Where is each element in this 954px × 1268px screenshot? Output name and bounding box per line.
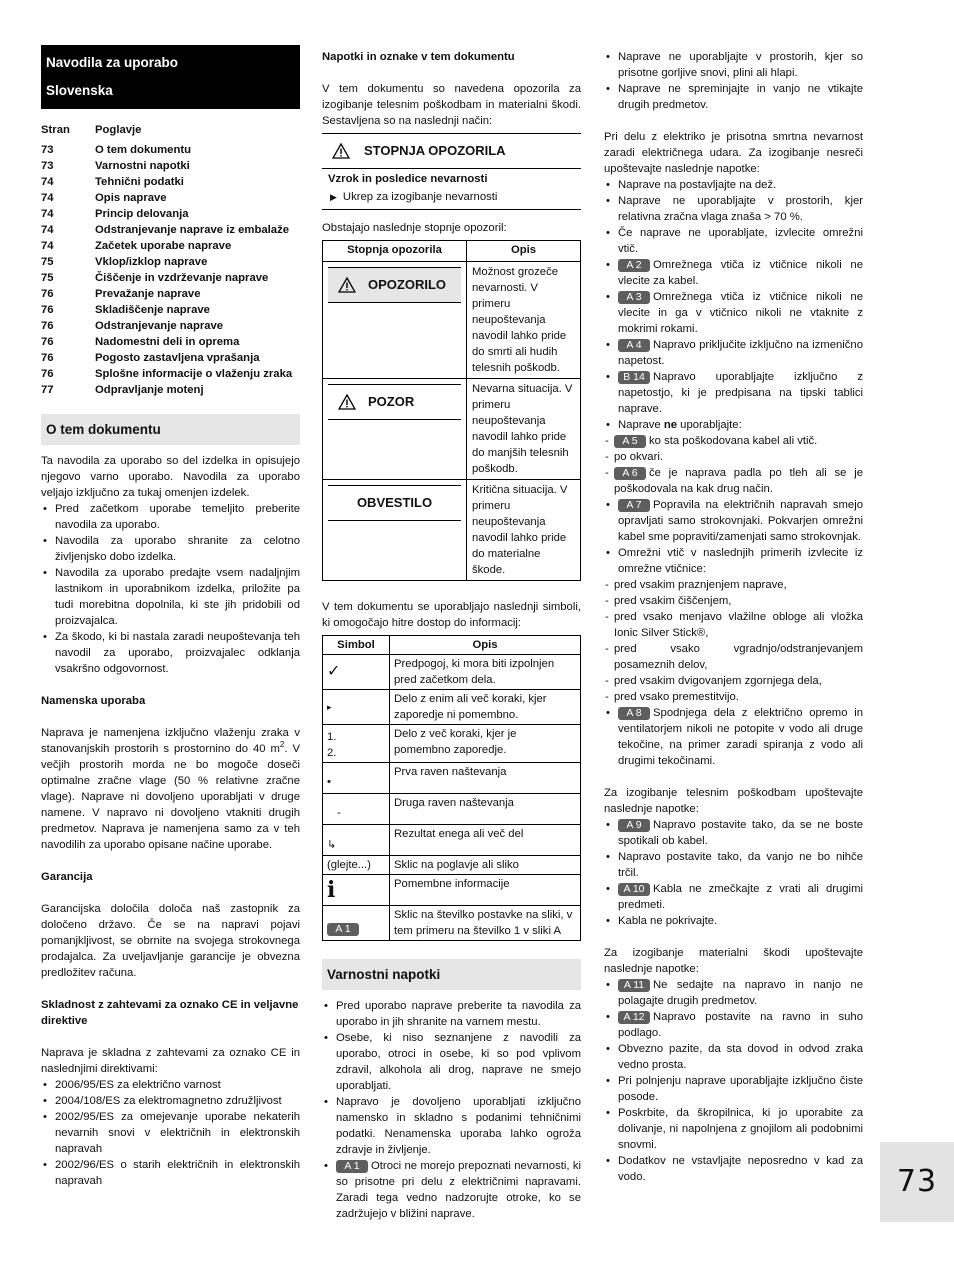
toc-row	[41, 350, 300, 366]
list-item: - pred vsako premestitvijo.	[595, 689, 863, 705]
warning-triangle-icon	[338, 277, 356, 293]
toc-chapter: O tem dokumentu	[95, 144, 192, 156]
list-item: • A 4 Napravo priključite izključno na izmenično napetost.	[604, 337, 863, 369]
ce-heading: Skladnost z zahtevami za oznako CE in veljavne direktive	[41, 999, 299, 1027]
list-item: • A 9 Napravo postavite tako, da se ne boste spotikali ob kabel.	[604, 817, 863, 849]
intended-use-heading: Namenska uporaba	[41, 695, 146, 707]
toc-row	[41, 174, 300, 190]
toc-row	[41, 238, 300, 254]
safety-bullets-a1	[322, 1158, 581, 1222]
position-badge: A 1	[327, 923, 359, 936]
warning-avoid-row	[322, 189, 581, 209]
position-badge: A 5	[614, 435, 646, 448]
list-item: • Naprave ne uporabljajte v prostorih, kjer so prisotne gorljive snovi, plini ali hlapi.	[604, 49, 863, 81]
toc-chapter: Odpravljanje motenj	[95, 384, 204, 396]
list-item: • Osebe, ki niso seznanjene z navodili za uporabo, otroci in osebe, ki so pod vplivom zdravil, alkohola ali drog, naprave ne smejo uporabljati.	[322, 1030, 581, 1094]
submerge-bullets	[604, 705, 863, 769]
level-row-obvestilo	[323, 480, 581, 581]
section-heading-safety: Varnostni napotki	[322, 959, 581, 990]
list-item: - po okvari.	[595, 449, 863, 465]
symbol-row	[323, 690, 581, 725]
section-heading-about: O tem dokumentu	[41, 414, 300, 445]
position-badge: A 10	[618, 883, 650, 896]
symbol-row	[323, 794, 581, 825]
symbols-table	[322, 635, 581, 941]
symbol-row	[323, 825, 581, 856]
level-row-pozor	[323, 379, 581, 480]
toc-page: 74	[41, 176, 54, 188]
level-label-box	[328, 384, 461, 420]
manual-language: Slovenska	[46, 83, 113, 98]
unplug-items	[595, 577, 863, 705]
symbols-intro: V tem dokumentu se uporabljajo naslednji simboli, ki omogočajo hitre dostop do informacij:	[322, 601, 581, 629]
list-item: - pred vsako vgradnjo/odstranjevanjem posameznih delov,	[595, 641, 863, 673]
list-item: • 2002/95/ES za omejevanje uporabe nekaterih nevarnih snovi v električnih in elektronskih napravah	[41, 1109, 300, 1157]
toc-page: 76	[41, 288, 54, 300]
levels-intro: Obstajajo naslednje stopnje opozoril:	[322, 222, 507, 234]
toc-page: 75	[41, 272, 54, 284]
list-item: • Pred uporabo naprave preberite ta navodila za uporabo in jih shranite na varnem mestu.	[322, 998, 581, 1030]
list-item: • Če naprave ne uporabljate, izvlecite omrežni vtič.	[604, 225, 863, 257]
list-item: • Napravo je dovoljeno uporabljati izključno namensko in skladno s podanimi tehničnimi podatki. Nenamenska uporaba lahko ogroža zdravje in življenje.	[322, 1094, 581, 1158]
toc-page: 74	[41, 192, 54, 204]
table-of-contents	[41, 122, 300, 398]
list-item: • Omrežni vtič v naslednjih primerih izvlecite iz omrežne vtičnice:	[604, 545, 863, 577]
column-left	[41, 45, 300, 1189]
toc-chapter: Skladiščenje naprave	[95, 304, 210, 316]
list-item: • Obvezno pazite, da sta dovod in odvod zraka vedno prosta.	[604, 1041, 863, 1073]
list-item: • Naprave ne uporabljajte:	[604, 417, 863, 433]
list-item: - pred vsako menjavo vlažilne obloge ali vložka Ionic Silver Stick®,	[595, 609, 863, 641]
toc-row	[41, 366, 300, 382]
position-badge: A 2	[618, 259, 650, 272]
position-badge: A 11	[618, 979, 650, 992]
warning-triangle-icon	[338, 394, 356, 410]
reference-symbol: (glejte...)	[323, 856, 390, 875]
toc-col-page: Stran	[41, 124, 70, 136]
toc-page: 76	[41, 336, 54, 348]
symbol-desc: Delo z enim ali več koraki, kjer zaporedje ni pomembno.	[390, 690, 581, 725]
list-item: • Navodila za uporabo shranite za celotno življenjsko dobo izdelka.	[41, 533, 300, 565]
list-item: • A 7 Popravila na električnih napravah smejo opravljati samo strokovnjaki. Pokvarjen omrežni kabel sme popraviti/zamenjati samo strokovnjak.	[604, 497, 863, 545]
toc-chapter: Princip delovanja	[95, 208, 189, 220]
list-item: • Za škodo, ki bi nastala zaradi neupoštevanja teh navodil za uporabo, proizvajalec odklanja vsakršno odgovornost.	[41, 629, 300, 677]
warranty-text: Garancijska določila določa naš zastopnik za določeno državo. Če se na napravi pojavi pomanjkljivost, se obrnite na svojega strokovnega prodajalca. Za uveljavljanje garancije je obvezna predložitev računa.	[41, 903, 300, 979]
toc-chapter: Opis naprave	[95, 192, 167, 204]
location-bullets	[604, 49, 863, 113]
position-badge: A 6	[614, 467, 646, 480]
numbered-steps-symbol: 1. 2.	[323, 725, 390, 763]
list-item: • Dodatkov ne vstavljajte neposredno v kad za vodo.	[604, 1153, 863, 1185]
position-badge: A 1	[336, 1160, 368, 1173]
intended-use-text: Naprava je namenjena izključno vlaženju zraka v stanovanjskih prostorih s prostornino do 40 $m^2$. V večjih prostorih morda ne bo mogoče doseči optimalne zračne vlage (50 % relativne zračne vlage). Naprave ni dovoljeno uporabljati v druge namene. V napravo ni dovoljeno vtakniti drugih predmetov. Naprava je namenjena samo za v teh navodilih za uporabo opisane načine uporabe.	[41, 727, 300, 851]
list-item: • Pri polnjenju naprave uporabljajte izključno čiste posode.	[604, 1073, 863, 1105]
symbol-desc: Prva raven naštevanja	[390, 763, 581, 794]
list-item: • Poskrbite, da škropilnica, ki jo uporabite za dolivanje, ni napolnjena z gnojilom ali podobnimi snovmi.	[604, 1105, 863, 1153]
symbol-desc: Sklic na poglavje ali sliko	[390, 856, 581, 875]
level-label: POZOR	[368, 394, 415, 409]
list-item: • A 11 Ne sedajte na napravo in nanjo ne polagajte drugih predmetov.	[604, 977, 863, 1009]
ce-bullets	[41, 1077, 300, 1189]
toc-row	[41, 254, 300, 270]
manual-header	[41, 45, 300, 109]
level-label-box	[328, 485, 461, 521]
damage-intro: Za izogibanje materialni škodi upoštevajte naslednje napotke:	[604, 947, 863, 975]
electric-intro: Pri delu z elektriko je prisotna smrtna nevarnost zaradi električnega udara. Za izogibanje nesreči upoštevajte naslednje napotke:	[604, 131, 863, 175]
toc-row	[41, 190, 300, 206]
toc-chapter: Tehnični podatki	[95, 176, 184, 188]
notes-heading: Napotki in oznake v tem dokumentu	[322, 51, 515, 63]
toc-row	[41, 302, 300, 318]
about-intro: Ta navodila za uporabo so del izdelka in opisujejo njegovo varno uporabo. Navodila za uporabo veljajo izključno za tukaj omenjen izdelek.	[41, 455, 300, 499]
list-item: • Naprave na postavljajte na dež.	[604, 177, 863, 193]
safety-bullets	[322, 998, 581, 1158]
toc-chapter: Vklop/izklop naprave	[95, 256, 208, 268]
list-item: • A 8 Spodnjega dela z električno opremo in ventilatorjem nikoli ne potopite v vodo ali druge tekočine, na primer zaradi spiranja z vodo ali drugimi tekočinami.	[604, 705, 863, 769]
list-item: • Kabla ne pokrivajte.	[604, 913, 863, 929]
list-item: - A 6 če je naprava padla po tleh ali se je poškodovala na kak drug način.	[595, 465, 863, 497]
level-desc: Nevarna situacija. V primeru neupoštevanja navodil lahko pride do manjših telesnih poškodb.	[467, 379, 581, 480]
symbol-desc: Predpogoj, ki mora biti izpolnjen pred začetkom dela.	[390, 655, 581, 690]
warning-structure-box	[322, 133, 581, 210]
toc-page: 74	[41, 240, 54, 252]
position-badge: A 4	[618, 339, 650, 352]
level-desc: Možnost grozeče nevarnosti. V primeru neupoštevanja navodil lahko pride do smrti ali hudih telesnih poškodb.	[467, 262, 581, 379]
result-arrow-icon: ↳	[327, 838, 337, 851]
manual-title: Navodila za uporabo	[46, 55, 179, 70]
list-item: • A 12 Napravo postavite na ravno in suho podlago.	[604, 1009, 863, 1041]
levels-col-desc: Opis	[467, 241, 581, 262]
repair-bullets	[604, 497, 863, 577]
dash-symbol: -	[323, 794, 390, 825]
list-item: • A 2 Omrežnega vtiča iz vtičnice nikoli ne vlecite za kabel.	[604, 257, 863, 289]
list-item: • 2006/95/ES za električno varnost	[41, 1077, 300, 1093]
level-desc: Kritična situacija. V primeru neupoštevanja navodil lahko pride do materialne škode.	[467, 480, 581, 581]
toc-row	[41, 270, 300, 286]
injury-intro: Za izogibanje telesnim poškodbam upoštevajte naslednje napotke:	[604, 787, 863, 815]
toc-header	[41, 122, 300, 138]
list-item: - pred vsakim dvigovanjem zgornjega dela,	[595, 673, 863, 689]
list-item: • Napravo postavite tako, da vanjo ne bo nihče trčil.	[604, 849, 863, 881]
warning-avoid: Ukrep za izogibanje nevarnosti	[342, 191, 498, 203]
triangle-arrow-icon: ▸	[327, 702, 332, 713]
symbol-desc: Pomembne informacije	[390, 875, 581, 906]
toc-page: 77	[41, 384, 54, 396]
toc-row	[41, 318, 300, 334]
symbol-desc: Delo z več koraki, kjer je pomembno zaporedje.	[390, 725, 581, 763]
about-bullets	[41, 501, 300, 677]
symbol-desc: Sklic na številko postavke na sliki, v tem primeru na številko 1 v sliki A	[390, 906, 581, 941]
toc-page: 76	[41, 304, 54, 316]
toc-row	[41, 222, 300, 238]
toc-page: 76	[41, 320, 54, 332]
arrow-icon: ▶	[330, 192, 337, 202]
list-item: • Navodila za uporabo predajte vsem nadaljnjim lastnikom in uporabnikom izdelka, priložite pa tudi morebitna dopolnila, ki ste jih pridobili od proizvajalca.	[41, 565, 300, 629]
toc-row	[41, 142, 300, 158]
page-number: 73	[880, 1142, 954, 1222]
toc-page: 74	[41, 208, 54, 220]
list-item: - pred vsakim praznjenjem naprave,	[595, 577, 863, 593]
warning-levels-table	[322, 240, 581, 581]
electric-bullets	[604, 177, 863, 417]
defect-items	[595, 433, 863, 497]
list-item: • A 1 Otroci ne morejo prepoznati nevarnosti, ki so prisotne pri delu z električnimi napravami. Zaradi tega vedno nadzorujte otroke, ko se zadržujejo v bližini naprave.	[322, 1158, 581, 1222]
warning-cause: Vzrok in posledice nevarnosti	[328, 173, 488, 185]
toc-chapter: Začetek uporabe naprave	[95, 240, 232, 252]
list-item: • 2004/108/ES za elektromagnetno združljivost	[41, 1093, 300, 1109]
toc-chapter: Čiščenje in vzdrževanje naprave	[95, 272, 269, 284]
warning-level-row	[322, 134, 581, 169]
toc-chapter: Prevažanje naprave	[95, 288, 201, 300]
symbol-row	[323, 655, 581, 690]
warning-level-title: STOPNJA OPOZORILA	[364, 143, 506, 158]
list-item: • Naprave ne uporabljajte v prostorih, kjer relativna zračna vlaga znaša > 70 %.	[604, 193, 863, 225]
toc-col-chapter: Poglavje	[95, 124, 142, 136]
position-badge: A 8	[618, 707, 650, 720]
levels-col-level: Stopnja opozorila	[323, 241, 467, 262]
bullet-symbol: •	[323, 763, 390, 794]
column-middle	[322, 45, 581, 1222]
position-badge: A 12	[618, 1011, 650, 1024]
symbol-row	[323, 875, 581, 906]
level-label: OPOZORILO	[368, 277, 446, 292]
info-icon: i	[327, 876, 336, 903]
checkmark-icon: ✓	[327, 661, 341, 680]
toc-row	[41, 206, 300, 222]
toc-page: 76	[41, 352, 54, 364]
list-item: • A 3 Omrežnega vtiča iz vtičnice nikoli ne vlecite in ga v vtičnico nikoli ne vtaknite z mokrimi rokami.	[604, 289, 863, 337]
level-row-opozorilo	[323, 262, 581, 379]
toc-chapter: Odstranjevanje naprave	[95, 320, 224, 332]
toc-chapter: Varnostni napotki	[95, 160, 190, 172]
position-badge: B 14	[618, 371, 650, 384]
list-item: - A 5 ko sta poškodovana kabel ali vtič.	[595, 433, 863, 449]
column-right	[604, 45, 863, 1185]
toc-page: 75	[41, 256, 54, 268]
list-item: • Pred začetkom uporabe temeljito preberite navodila za uporabo.	[41, 501, 300, 533]
injury-bullets	[604, 817, 863, 929]
toc-page: 76	[41, 368, 54, 380]
list-item: - pred vsakim čiščenjem,	[595, 593, 863, 609]
symbol-row	[323, 906, 581, 941]
level-label-box	[328, 267, 461, 303]
symbol-desc: Druga raven naštevanja	[390, 794, 581, 825]
toc-chapter: Pogosto zastavljena vprašanja	[95, 352, 260, 364]
toc-page: 74	[41, 224, 54, 236]
toc-chapter: Nadomestni deli in oprema	[95, 336, 240, 348]
toc-row	[41, 334, 300, 350]
symbols-col-desc: Opis	[390, 636, 581, 655]
defect-bullets	[604, 417, 863, 433]
damage-bullets	[604, 977, 863, 1185]
warranty-heading: Garancija	[41, 871, 93, 883]
position-badge: A 7	[618, 499, 650, 512]
toc-row	[41, 158, 300, 174]
warning-triangle-icon	[332, 143, 350, 159]
toc-row	[41, 286, 300, 302]
toc-chapter: Splošne informacije o vlaženju zraka	[95, 368, 293, 380]
list-item: • Naprave ne spreminjajte in vanjo ne vtikajte drugih predmetov.	[604, 81, 863, 113]
list-item: • B 14 Napravo uporabljajte izključno z napetostjo, ki je predpisana na tipski tablici naprave.	[604, 369, 863, 417]
notes-intro: V tem dokumentu so navedena opozorila za izogibanje telesnim poškodbam in materialni škodi. Sestavljena so na naslednji način:	[322, 83, 581, 127]
list-item: • A 10 Kabla ne zmečkajte z vrati ali drugimi predmeti.	[604, 881, 863, 913]
symbol-desc: Rezultat enega ali več del	[390, 825, 581, 856]
symbol-row	[323, 763, 581, 794]
toc-row	[41, 382, 300, 398]
toc-body	[41, 142, 300, 398]
toc-page: 73	[41, 160, 54, 172]
symbol-row	[323, 856, 581, 875]
symbol-row	[323, 725, 581, 763]
position-badge: A 3	[618, 291, 650, 304]
toc-chapter: Odstranjevanje naprave iz embalaže	[95, 224, 290, 236]
list-item: • 2002/96/ES o starih električnih in elektronskih napravah	[41, 1157, 300, 1189]
ce-text: Naprava je skladna z zahtevami za oznako CE in naslednjimi direktivami:	[41, 1047, 300, 1075]
position-badge: A 9	[618, 819, 650, 832]
symbols-col-symbol: Simbol	[323, 636, 390, 655]
level-label: OBVESTILO	[356, 495, 433, 510]
toc-page: 73	[41, 144, 54, 156]
